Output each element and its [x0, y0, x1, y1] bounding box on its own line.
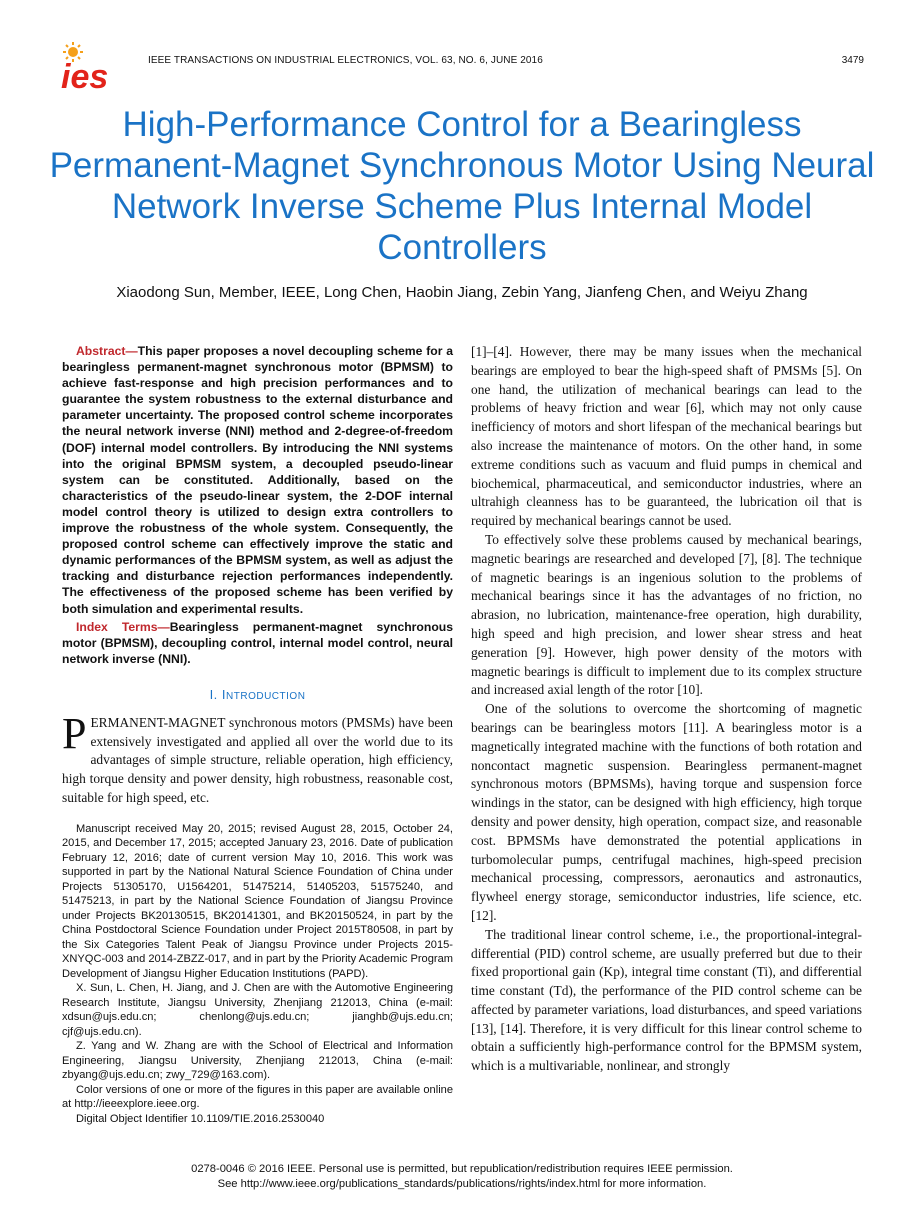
page-number: 3479	[841, 55, 864, 66]
index-terms-text: Bearingless permanent-magnet synchronous motor (BPMSM), decoupling control, internal model control, neural network inverse (NNI).	[62, 619, 453, 666]
body-paragraph-4: The traditional linear control scheme, i.e., the proportional-integral-differential (PID) control scheme, are usually preferred but due to their fixed proportional gain (Kp), integral time constant (Ti), and differential time constant (Td), the performance of the PID control scheme can be affected by parameter variations, load disturbances, and speed variations [13], [14]. Therefore, it is very difficult for this linear control scheme to obtain a sufficiently high-performance control for the BPMSM system, which is a multivariable, nonlinear, and strongly	[471, 926, 862, 1074]
copyright-notice	[0, 1162, 924, 1192]
abstract-label: Abstract—	[76, 344, 138, 358]
footnote-manuscript: Manuscript received May 20, 2015; revised August 28, 2015, October 24, 2015, and December 17, 2015; accepted January 23, 2016. Date of publication February 12, 2016; date of current version May 10, 2016. This work was supported in part by the National Natural Science Foundation of China under Projects 51305170, U1564201, 51475214, 51405203, 51575240, and 51475213, in part by the National Science Foundation of Jiangsu Province under Projects BK20130515, BK20141301, and BK20150524, in part by the China Postdoctoral Science Foundation under Project 2015T80508, in part by the Six Categories Talent Peak of Jiangsu Province under Projects 2015-XNYQC-003 and 2014-ZBZZ-017, and in part by the Priority Academic Program Development of Jiangsu Higher Education Institutions (PAPD).	[62, 822, 453, 980]
intro-paragraph-text: ERMANENT-MAGNET synchronous motors (PMSMs) have been extensively investigated and applied all over the world due to its advantages of simple structure, reliable operation, high efficiency, high torque density and power density, high robustness, reasonable cost, suitable for high speed, etc.	[62, 714, 453, 806]
left-column	[62, 343, 453, 1126]
running-head: IEEE TRANSACTIONS ON INDUSTRIAL ELECTRONICS, VOL. 63, NO. 6, JUNE 2016	[148, 55, 543, 66]
paper-title: High-Performance Control for a Bearingless Permanent-Magnet Synchronous Motor Using Neural Network Inverse Scheme Plus Internal Model Controllers	[49, 105, 875, 267]
footnote-doi: Digital Object Identifier 10.1109/TIE.2016.2530040	[76, 1112, 325, 1125]
copyright-line-2: See http://www.ieee.org/publications_standards/publications/rights/index.html for more information.	[217, 1178, 707, 1190]
section-title-rest: NTRODUCTION	[226, 690, 306, 702]
abstract-text: This paper proposes a novel decoupling scheme for a bearingless permanent-magnet synchronous motor (BPMSM) to achieve fast-response and high precision performances and to guarantee the system robustness to the external disturbance and parameter uncertainty. The proposed control scheme incorporates the neural network inverse (NNI) method and 2-degree-of-freedom (DOF) internal model controllers. By introducing the NNI systems into the original BPMSM system, a decoupled pseudo-linear system can be constituted. Additionally, based on the characteristics of the pseudo-linear system, the 2-DOF internal model control theory is utilized to design extra controllers to improve the robustness of the whole system. Consequently, the proposed control scheme can effectively improve the static and dynamic performances of the BPMSM system, as well as adjust the tracking and disturbance rejection performances independently. The effectiveness of the proposed scheme has been verified by both simulation and experimental results.	[62, 344, 453, 616]
footnote-color-versions: Color versions of one or more of the figures in this paper are available online at http://ieeexplore.ieee.org.	[62, 1083, 453, 1111]
section-title-first: I	[221, 686, 227, 702]
footnote-affiliation-2: Z. Yang and W. Zhang are with the School of Electrical and Information Engineering, Jiangsu University, Zhenjiang 212013, China (e-mail: zbyang@ujs.edu.cn; zwy_729@163.com).	[62, 1040, 453, 1082]
logo-lettering: ies	[61, 58, 109, 94]
section-heading-introduction	[62, 687, 453, 702]
abstract	[62, 343, 453, 617]
drop-cap: P	[62, 708, 87, 758]
section-numeral: I.	[209, 686, 222, 702]
index-terms-label: Index Terms—	[76, 619, 170, 634]
footnotes	[62, 822, 453, 1127]
index-terms	[62, 619, 453, 667]
right-column	[471, 343, 862, 1076]
author-list: Xiaodong Sun, Member, IEEE, Long Chen, Haobin Jiang, Zebin Yang, Jianfeng Chen, and Weiyu Zhang	[116, 284, 808, 301]
ies-logo	[58, 42, 130, 94]
copyright-line-1: 0278-0046 © 2016 IEEE. Personal use is permitted, but republication/redistribution requires IEEE permission.	[191, 1163, 733, 1175]
footnote-affiliation-1: X. Sun, L. Chen, H. Jiang, and J. Chen are with the Automotive Engineering Research Institute, Jiangsu University, Zhenjiang 212013, China (e-mail: xdsun@ujs.edu.cn; chenlong@ujs.edu.cn; jianghb@ujs.edu.cn; cjf@ujs.edu.cn).	[62, 982, 453, 1038]
body-paragraph-2: To effectively solve these problems caused by mechanical bearings, magnetic bearings are researched and developed [7], [8]. The technique of magnetic bearings is an ingenious solution to the problems of mechanical bearings since it has the advantages of no friction, no abrasion, no lubrication, maintenance-free operation, high durability, high speed and high precision, and lower shear stress and heat generation [9]. However, high power density of the motors with magnetic bearings is difficult to implement due to its complex structure and increased axial length of the rotor [10].	[471, 531, 862, 698]
intro-paragraph	[62, 708, 453, 808]
ies-logo-graphic	[58, 42, 130, 94]
body-paragraph-3: One of the solutions to overcome the shortcoming of magnetic bearings can be bearingless motors [11]. A bearingless motor is a magnetically integrated machine with the functions of both rotation and noncontact magnetic suspension. Bearingless permanent-magnet synchronous motors (BPMSMs), having torque and suspension force windings in the stator, can be designed with high efficiency, high torque density and power density, high operation, compact size, and reasonable cost. BPMSMs have demonstrated the potential applications in turbomolecular pumps, centrifugal machines, high-speed precision mechanical processing, compressors, aeronautics and astronautics, flywheel energy storage, semiconductor industries, life science, etc. [12].	[471, 701, 862, 923]
body-paragraph-1: [1]–[4]. However, there may be many issues when the mechanical bearings are employed to bear the high-speed shaft of PMSMs [5]. On one hand, the utilization of mechanical bearings can lead to the problems of heavy friction and wear [6], which may not only cause inefficiency of motors and short lifespan of the mechanical bearings but also increase the maintenance of motors. On the other hand, in some extreme conditions such as vacuum and fluid pumps in chemical and biochemical, pharmaceutical, and semiconductor industries, where an ultrahigh cleanness has to be guaranteed, the lubrication oil that is required by mechanical bearings cannot be used.	[471, 344, 862, 529]
